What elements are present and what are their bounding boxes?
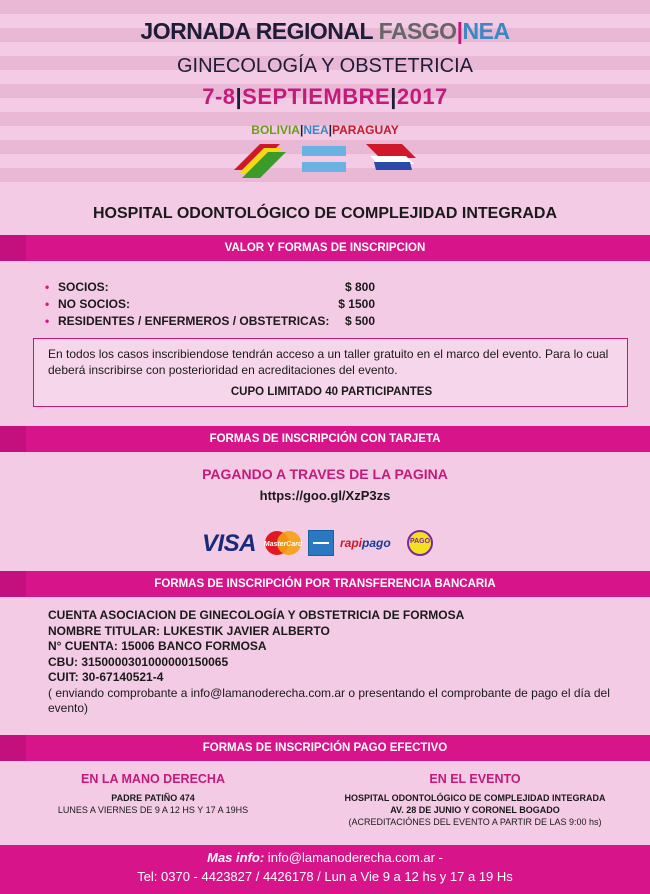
price-amount: $ 500 xyxy=(344,314,375,328)
footer-phone-hours: Tel: 0370 - 4423827 / 4426178 / Lun a Vie 9 a 12 hs y 17 a 19 Hs xyxy=(137,869,513,884)
event-date xyxy=(0,84,650,110)
section-bar-valor: VALOR Y FORMAS DE INSCRIPCION xyxy=(0,235,650,261)
amex-logo xyxy=(308,530,334,556)
title-fasgo: FASGO xyxy=(378,18,457,44)
cash-location-office xyxy=(28,772,278,816)
price-row xyxy=(45,314,375,331)
bank-account-number: N° CUENTA: 15006 BANCO FORMOSA xyxy=(48,639,267,653)
footer-mas-info: Mas info: xyxy=(207,850,265,865)
venue-title: HOSPITAL ODONTOLÓGICO DE COMPLEJIDAD INTEGRADA xyxy=(92,205,558,222)
price-amount: $ 1500 xyxy=(338,297,375,311)
country-paraguay: PARAGUAY xyxy=(332,123,399,137)
pagofacil-text: PAGO xyxy=(409,538,431,545)
country-separator-2: | xyxy=(328,123,333,137)
office-title: EN LA MANO DERECHA xyxy=(81,772,225,786)
title-part1: JORNADA REGIONAL xyxy=(140,18,379,44)
rapi-text: rapi xyxy=(340,536,363,550)
footer-contact xyxy=(0,850,650,865)
flags-logo xyxy=(232,140,418,178)
card-payment-heading: PAGANDO A TRAVES DE LA PAGINA xyxy=(202,466,448,482)
bank-details xyxy=(48,608,638,717)
payment-link[interactable]: https://goo.gl/XzP3zs xyxy=(259,488,391,503)
cash-location-event xyxy=(330,772,620,828)
section-bar-tarjeta: FORMAS DE INSCRIPCIÓN CON TARJETA xyxy=(0,426,650,452)
bullet-icon: • xyxy=(45,297,50,311)
date-month: SEPTIEMBRE xyxy=(242,84,391,109)
card-logos xyxy=(0,528,650,558)
bullet-icon: • xyxy=(45,314,50,328)
price-amount: $ 800 xyxy=(344,280,375,294)
title-separator: | xyxy=(456,18,463,44)
event-location-title: EN EL EVENTO xyxy=(429,772,521,786)
price-list xyxy=(45,280,375,331)
mastercard-text: MasterCard xyxy=(263,541,303,548)
pago-text: pago xyxy=(362,536,391,550)
title-nea: NEA xyxy=(462,18,510,44)
price-label: RESIDENTES / ENFERMEROS / OBSTETRICAS: xyxy=(58,314,330,328)
country-nea: NEA xyxy=(303,123,329,137)
header-banner xyxy=(0,0,650,190)
price-row xyxy=(45,297,375,314)
event-place-address: AV. 28 DE JUNIO Y CORONEL BOGADO xyxy=(390,805,560,815)
country-bolivia: BOLIVIA xyxy=(251,123,300,137)
section-bar-efectivo: FORMAS DE INSCRIPCIÓN PAGO EFECTIVO xyxy=(0,735,650,761)
mastercard-logo xyxy=(262,530,304,556)
visa-logo: VISA xyxy=(202,530,257,557)
event-subtitle: GINECOLOGÍA Y OBSTETRICIA xyxy=(176,55,473,77)
date-days: 7-8 xyxy=(202,84,236,109)
event-title xyxy=(0,18,650,45)
section-bar-transferencia: FORMAS DE INSCRIPCIÓN POR TRANSFERENCIA BANCARIA xyxy=(0,571,650,597)
notice-cupo: CUPO LIMITADO 40 PARTICIPANTES xyxy=(230,386,433,398)
office-address: PADRE PATIÑO 474 xyxy=(111,793,195,803)
price-label: SOCIOS: xyxy=(58,280,109,294)
bank-cuit: CUIT: 30-67140521-4 xyxy=(48,670,164,684)
bank-cbu: CBU: 3150000301000000150065 xyxy=(48,654,229,669)
bank-note: ( enviando comprobante a info@lamanoderecha.com.ar o presentando el comprobante de pago el día del evento) xyxy=(48,685,610,715)
price-label: NO SOCIOS: xyxy=(58,297,131,311)
event-accreditation-note: (ACREDITACIÓNES DEL EVENTO A PARTIR DE LAS 9:00 hs) xyxy=(348,817,602,827)
price-row xyxy=(45,280,375,297)
country-separator-1: | xyxy=(299,123,304,137)
date-separator-1: | xyxy=(235,84,243,109)
footer-email[interactable]: info@lamanoderecha.com.ar - xyxy=(264,850,443,865)
bullet-icon: • xyxy=(45,280,50,294)
bank-account-name: CUENTA ASOCIACION DE GINECOLOGÍA Y OBSTETRICIA DE FORMOSA xyxy=(48,608,465,622)
countries-line xyxy=(0,123,650,137)
notice-text: En todos los casos inscribiendose tendrán acceso a un taller gratuito en el marco del evento. Para lo cual deberá inscribirse con posterioridad en acreditaciones del evento. xyxy=(48,347,609,377)
office-hours: LUNES A VIERNES DE 9 A 12 HS Y 17 A 19HS xyxy=(57,805,249,815)
rapipago-logo xyxy=(340,536,391,550)
event-place-name: HOSPITAL ODONTOLÓGICO DE COMPLEJIDAD INTEGRADA xyxy=(344,793,606,803)
date-separator-2: | xyxy=(390,84,397,109)
pagofacil-logo xyxy=(406,529,434,557)
event-location-place xyxy=(330,792,620,816)
date-year: 2017 xyxy=(396,84,448,109)
workshop-notice xyxy=(33,338,628,407)
footer-bar xyxy=(0,845,650,894)
bank-holder: NOMBRE TITULAR: LUKESTIK JAVIER ALBERTO xyxy=(48,623,330,638)
